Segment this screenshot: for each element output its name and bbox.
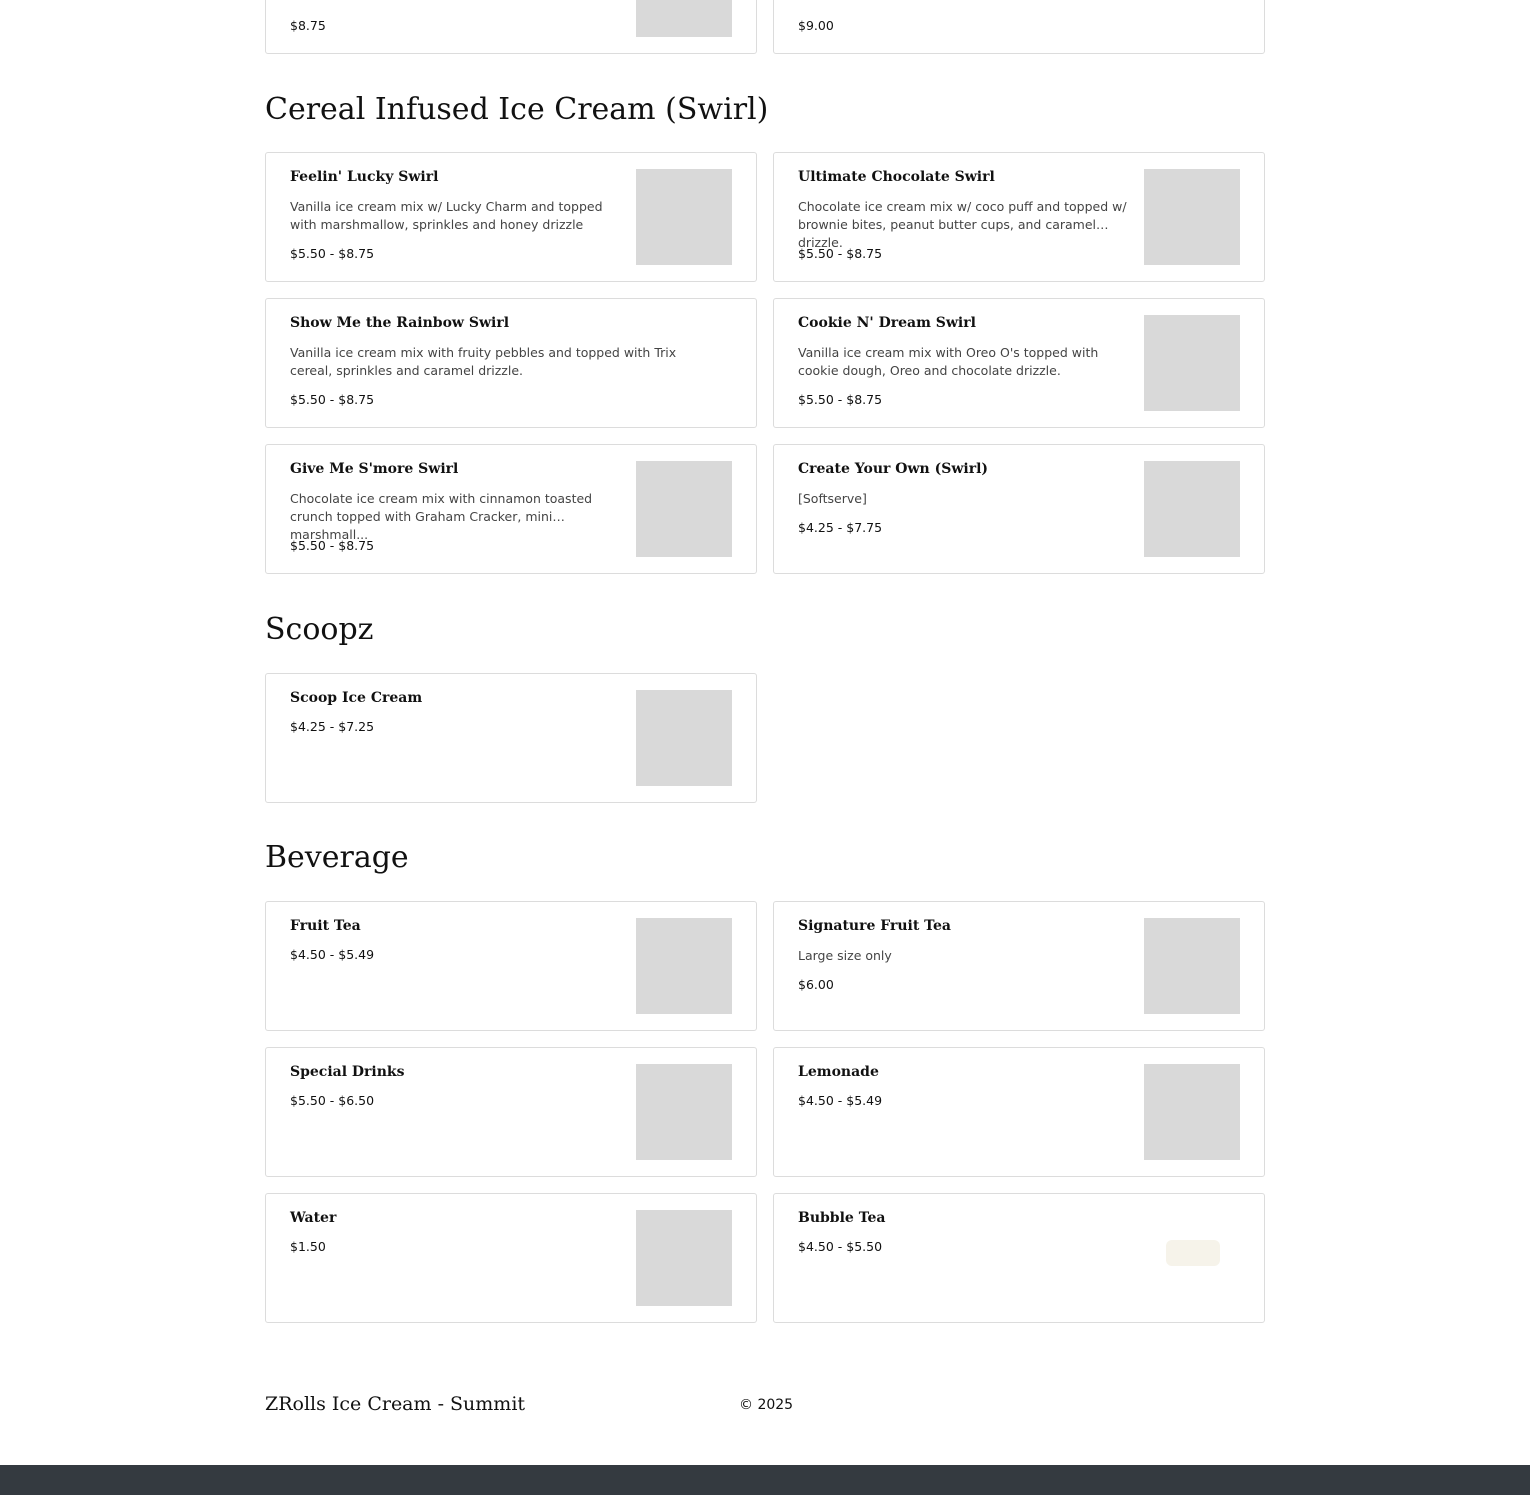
item-image [1144, 315, 1240, 411]
item-image [636, 918, 732, 1014]
menu-item-card[interactable] [773, 1047, 1265, 1177]
item-description: Vanilla ice cream mix with fruity pebbles and topped with Trix cereal, sprinkles and caramel drizzle. [290, 345, 677, 378]
item-price: $5.50 - $8.75 [290, 538, 375, 553]
item-name: Cookie N' Dream Swirl [798, 315, 976, 331]
item-image [1144, 0, 1240, 37]
item-description: Large size only [798, 948, 892, 963]
item-image [1144, 918, 1240, 1014]
menu-item-card[interactable] [265, 901, 757, 1031]
item-image [636, 690, 732, 786]
item-image [636, 1064, 732, 1160]
item-price: $5.50 - $8.75 [290, 246, 375, 261]
item-price: $5.50 - $8.75 [290, 392, 375, 407]
item-name: Fruit Tea [290, 918, 361, 934]
item-image [1144, 461, 1240, 557]
menu-item-card[interactable] [265, 444, 757, 574]
item-price: $5.50 - $8.75 [798, 392, 883, 407]
item-name: Signature Fruit Tea [798, 918, 951, 934]
menu-item-card[interactable] [773, 1193, 1265, 1323]
item-description: Chocolate ice cream mix w/ coco puff and topped w/ brownie bites, peanut butter cups, and caramel drizzle. [798, 199, 1127, 250]
footer-brand: ZRolls Ice Cream - Summit [265, 1393, 526, 1415]
item-price: $4.50 - $5.49 [798, 1093, 883, 1108]
item-price: $4.50 - $5.50 [798, 1239, 883, 1254]
section-title-swirl: Cereal Infused Ice Cream (Swirl) [265, 92, 769, 127]
item-name: Lemonade [798, 1064, 879, 1080]
menu-item-card[interactable] [265, 673, 757, 803]
menu-item-card[interactable] [265, 298, 757, 428]
item-price: $8.75 [290, 18, 326, 33]
item-name: Show Me the Rainbow Swirl [290, 315, 510, 331]
item-price: $5.50 - $6.50 [290, 1093, 375, 1108]
item-description: Chocolate ice cream mix with cinnamon toasted crunch topped with Graham Cracker, mini marshmall... [290, 491, 593, 542]
item-image [636, 1210, 732, 1306]
item-image [1144, 169, 1240, 265]
footer-bar [0, 1465, 1530, 1495]
item-name: Bubble Tea [798, 1210, 886, 1226]
item-name: Feelin' Lucky Swirl [290, 169, 439, 185]
item-name: Ultimate Chocolate Swirl [798, 169, 995, 185]
item-description: Vanilla ice cream mix w/ Lucky Charm and topped with marshmallow, sprinkles and honey drizzle [290, 199, 603, 232]
menu-item-card[interactable] [773, 298, 1265, 428]
menu-item-card[interactable] [265, 1047, 757, 1177]
item-image [636, 461, 732, 557]
menu-item-card[interactable] [265, 152, 757, 282]
menu-item-card[interactable] [773, 901, 1265, 1031]
item-price: $5.50 - $8.75 [798, 246, 883, 261]
menu-item-card[interactable] [265, 0, 757, 54]
item-description: Vanilla ice cream mix with Oreo O's topped with cookie dough, Oreo and chocolate drizzle. [798, 345, 1099, 378]
item-image [636, 0, 732, 37]
menu-item-card[interactable] [773, 444, 1265, 574]
item-price: $9.00 [798, 18, 834, 33]
item-name: Create Your Own (Swirl) [798, 461, 989, 477]
item-image [1144, 1064, 1240, 1160]
section-title-beverage: Beverage [265, 840, 409, 875]
item-name: Special Drinks [290, 1064, 405, 1080]
menu-item-card[interactable] [773, 0, 1265, 54]
item-price: $4.50 - $5.49 [290, 947, 375, 962]
item-name: Scoop Ice Cream [290, 690, 423, 706]
item-name: Water [290, 1210, 337, 1226]
menu-item-card[interactable] [265, 1193, 757, 1323]
item-price: $6.00 [798, 977, 834, 992]
item-price: $4.25 - $7.75 [798, 520, 883, 535]
menu-item-card[interactable] [773, 152, 1265, 282]
item-description: [Softserve] [798, 491, 867, 506]
item-image [636, 169, 732, 265]
section-title-scoopz: Scoopz [265, 612, 374, 647]
item-price: $1.50 [290, 1239, 326, 1254]
item-name: Give Me S'more Swirl [290, 461, 459, 477]
item-image [1144, 1210, 1240, 1306]
footer-copyright: © 2025 [739, 1397, 794, 1413]
item-price: $4.25 - $7.25 [290, 719, 375, 734]
